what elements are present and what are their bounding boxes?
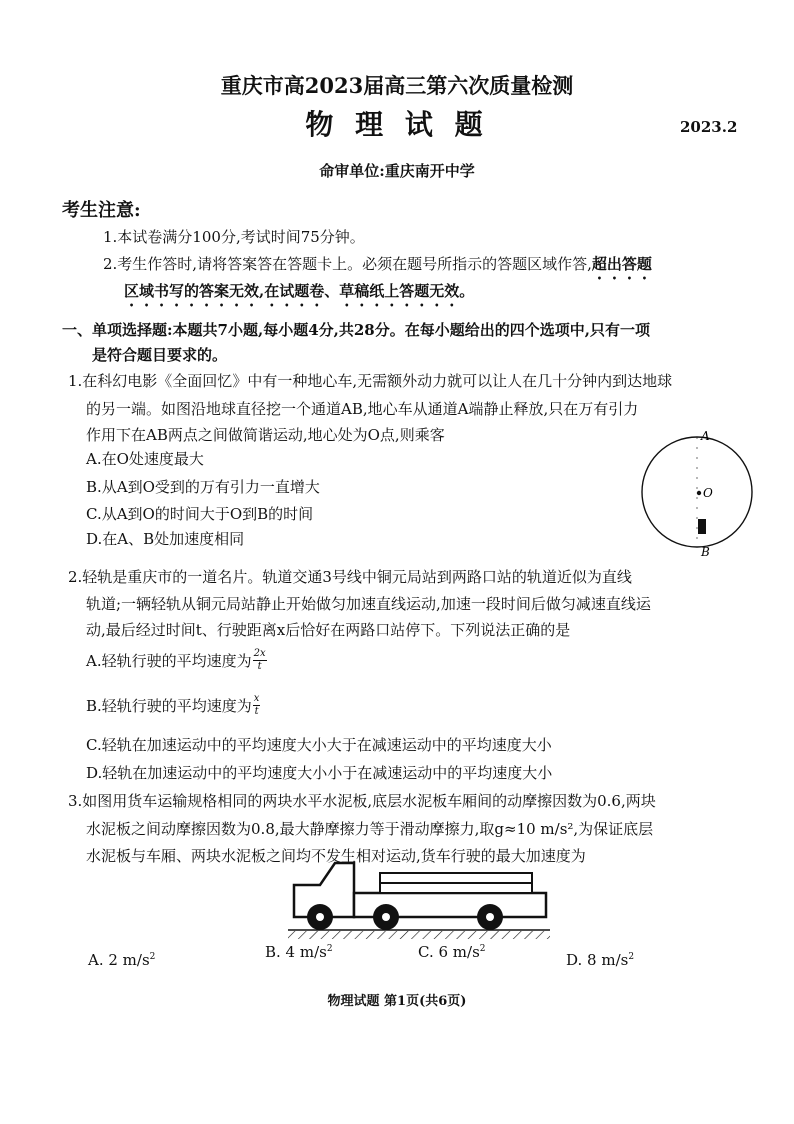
q3-stem-line2: 水泥板之间动摩擦因数为0.8,最大静摩擦力等于滑动摩擦力,取g≈10 m/s²,为保证底层 [86,820,654,838]
fraction-numerator: x [253,692,260,704]
q2-option-a-fraction [253,649,267,672]
q1-stem-line1: 1.在科幻电影《全面回忆》中有一种地心车,无需额外动力就可以让人在几十分钟内到达地球 [68,372,673,390]
superscript: 2 [628,952,635,962]
q2-stem-line1: 2.轻轨是重庆市的一道名片。轨道交通3号线中铜元局站到两路口站的轨道近似为直线 [68,568,632,586]
section-heading: 一、单项选择题:本题共7小题,每小题4分,共28分。在每小题给出的四个选项中,只有一项 [62,321,650,339]
exam-date: 2023.2 [680,118,738,136]
q3-option-c-text: C. 6 m/s [418,943,480,961]
q3-option-d [566,951,634,969]
superscript: 2 [326,944,333,954]
q2-option-b-text: B.轻轨行驶的平均速度为 [86,696,252,715]
center-point [697,491,701,495]
earth-car [698,519,706,534]
label-a: A [701,429,710,443]
q2-option-b [86,685,260,725]
fraction-numerator: 2x [253,647,266,659]
fraction-denominator: t [257,660,262,672]
q2-option-b-fraction [253,694,261,717]
q1-stem-line3: 作用下在AB两点之间做简谐运动,地心处为O点,则乘客 [86,426,445,444]
authoring-unit: 命审单位:重庆南开中学 [319,162,475,180]
q3-option-d-text: D. 8 m/s [566,951,629,969]
top-slab [380,873,532,883]
superscript: 2 [479,944,486,954]
superscript: 2 [149,952,156,962]
fraction-denominator: t [254,705,259,717]
q3-option-a [88,951,155,969]
wheel-middle-hub [382,913,390,921]
wheel-front-hub [316,913,324,921]
q3-option-b-text: B. 4 m/s [265,943,327,961]
wheel-rear-hub [486,913,494,921]
q2-option-a [86,640,267,680]
q2-stem-line2: 轨道;一辆轻轨从铜元局站静止开始做匀加速直线运动,加速一段时间后做匀减速直线运 [86,595,651,613]
q3-option-c [418,943,486,961]
earth-circle [642,437,752,547]
label-o: O [703,486,713,500]
notice-item-2-emphasis: 超出答题 [591,255,652,273]
subject-title: 物 理 试 题 [305,108,489,141]
q1-option-a: A.在O处速度最大 [86,450,204,468]
exam-title: 重庆市高2023届高三第六次质量检测 [220,73,574,98]
q2-option-a-text: A.轻轨行驶的平均速度为 [86,651,252,670]
q1-option-b: B.从A到O受到的万有引力一直增大 [86,478,320,496]
q2-stem-line3: 动,最后经过时间t、行驶距离x后恰好在两路口站停下。下列说法正确的是 [86,621,571,639]
q3-option-b [265,943,333,961]
q1-option-d: D.在A、B处加速度相同 [86,530,245,548]
page-footer: 物理试题 第1页(共6页) [327,994,467,1009]
q2-option-d: D.轻轨在加速运动中的平均速度大小小于在减速运动中的平均速度大小 [86,764,553,782]
truck-figure [280,855,570,945]
ground-hatch [288,931,550,939]
label-b: B [701,545,710,559]
notice-item-2-continued: 区域书写的答案无效,在试题卷、草稿纸上答题无效。 [124,282,475,300]
notice-item-2 [103,253,652,283]
earth-tunnel-figure [630,424,760,560]
q3-stem-line1: 3.如图用货车运输规格相同的两块水平水泥板,底层水泥板车厢间的动摩擦因数为0.6,两块 [68,792,656,810]
bottom-slab [380,883,532,893]
section-heading-continued: 是符合题目要求的。 [92,346,228,364]
notice-item-2-text: 2.考生作答时,请将答案答在答题卡上。必须在题号所指示的答题区域作答, [103,255,592,273]
q2-option-c: C.轻轨在加速运动中的平均速度大小大于在减速运动中的平均速度大小 [86,736,552,754]
notice-heading: 考生注意: [62,200,141,221]
q1-option-c: C.从A到O的时间大于O到B的时间 [86,505,314,523]
q3-option-a-text: A. 2 m/s [88,951,150,969]
q1-stem-line2: 的另一端。如图沿地球直径挖一个通道AB,地心车从通道A端静止释放,只在万有引力 [86,400,639,418]
notice-item-1: 1.本试卷满分100分,考试时间75分钟。 [103,228,365,246]
q3-stem-line3: 水泥板与车厢、两块水泥板之间均不发生相对运动,货车行驶的最大加速度为 [86,847,586,865]
